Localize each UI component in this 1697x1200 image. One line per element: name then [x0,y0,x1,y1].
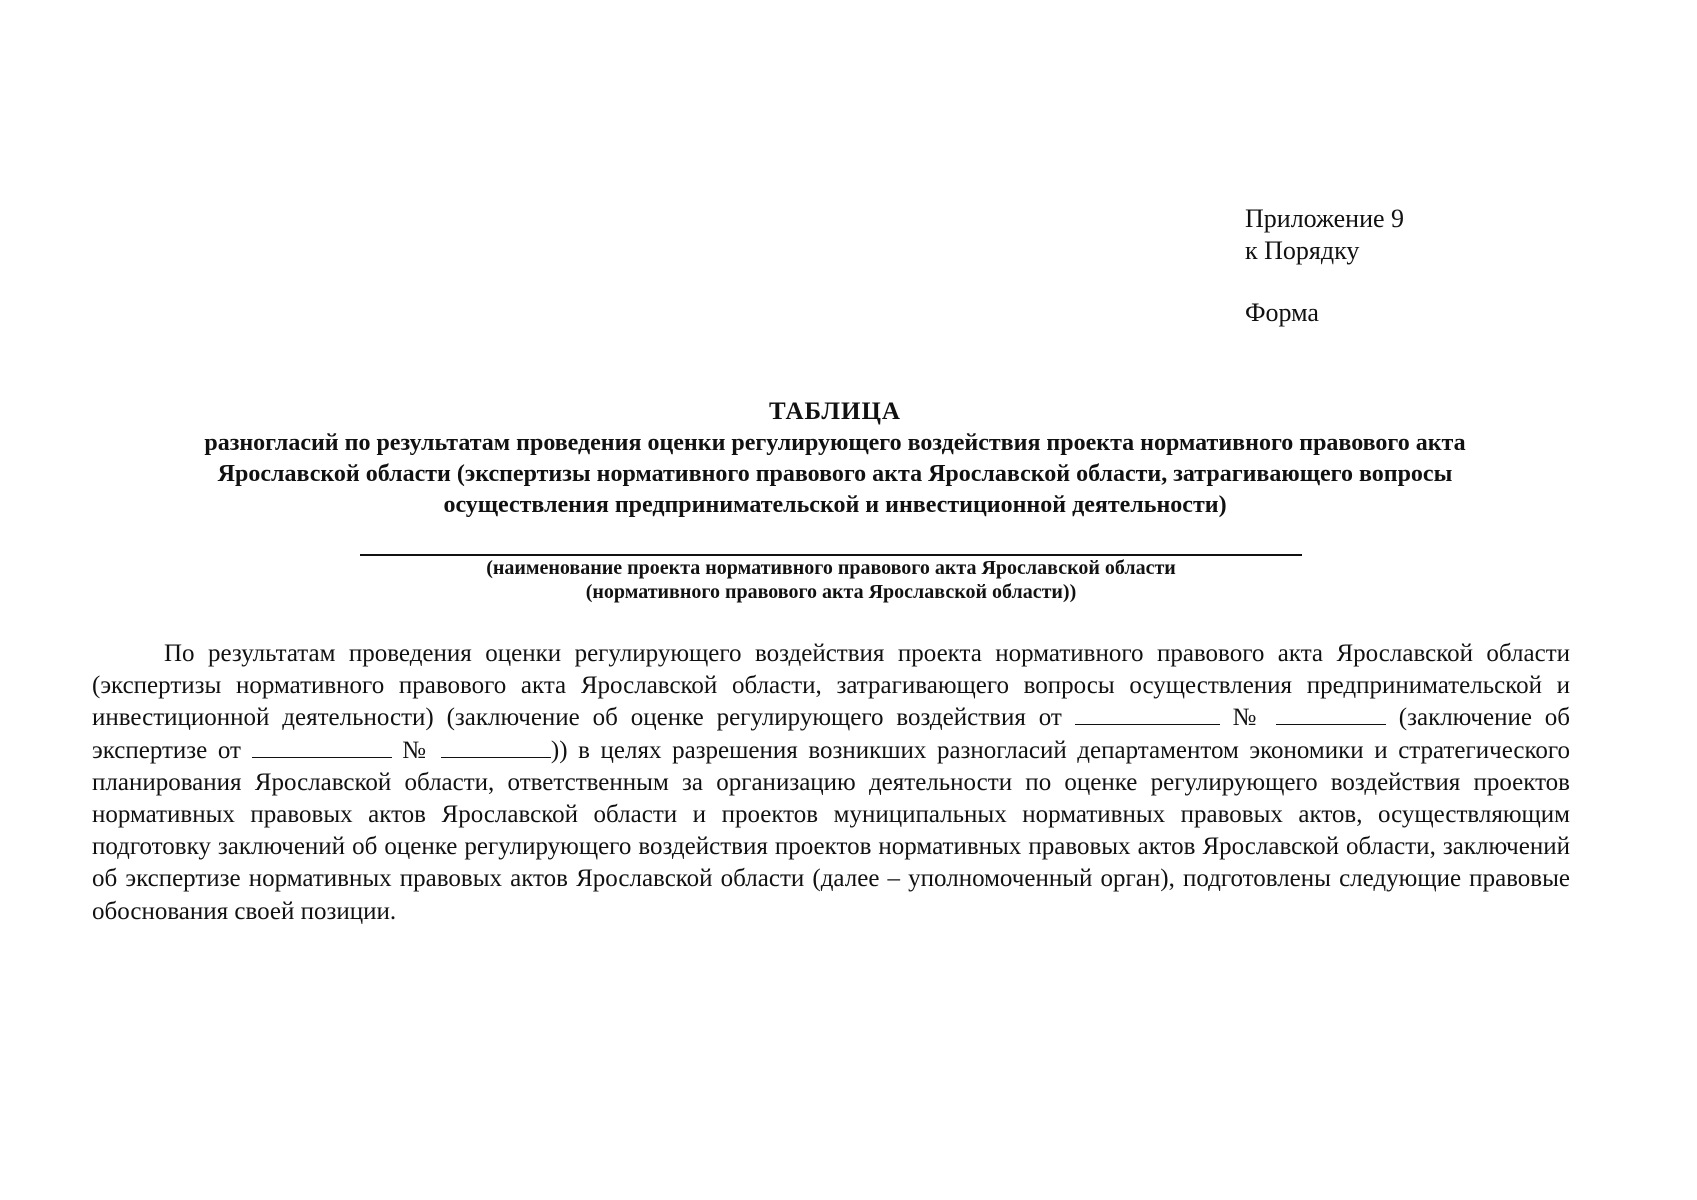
number-sign: № [1232,704,1264,732]
document-title [90,396,1580,521]
expertise-number-blank [441,737,551,758]
number-sign: № [402,736,431,764]
title-subtitle-line-3: осуществления предпринимательской и инвестиционной деятельности) [443,492,1227,518]
conclusion-number-blank [1276,704,1386,725]
form-label: Форма [1245,298,1319,327]
appendix-number: Приложение 9 [1245,204,1405,233]
caption-line-1: (наименование проекта нормативного правового акта Ярославской области [486,557,1176,579]
body-text-part-3: )) в целях разрешения возникших разногласий департаментом экономики и стратегического планирования Ярославской области, ответственным за организацию деятельности по оценке регулирующего воздействия проектов нормативных правовых актов Ярославской области и проектов муниципальных нормативных правовых актов, осуществляющим подготовку заключений об оценке регулирующего воздействия проектов нормативных правовых актов Ярославской области, заключений об экспертизе нормативных правовых актов Ярославской области (далее – уполномоченный орган), подготовлены следующие правовые обоснования своей позиции. [92,736,1571,925]
conclusion-date-blank [1075,704,1220,725]
title-subtitle-line-2: Ярославской области (экспертизы нормативного правового акта Ярославской области, затрагивающего вопросы [217,461,1453,487]
caption-line-2: (нормативного правового акта Ярославской области)) [585,581,1077,603]
title-subtitle-line-1: разногласий по результатам проведения оценки регулирующего воздействия проекта нормативного правового акта [204,430,1466,456]
body-text-part-1: По результатам проведения оценки регулирующего воздействия проекта нормативного правового акта Ярославской области (экспертизы нормативного правового акта Ярославской области, затрагивающего вопросы осуществления предпринимательской и инвестиционной деятельности) (заключение об оценке регулирующего воздействия от [92,640,1570,732]
body-paragraph [92,638,1570,928]
expertise-date-blank [252,737,392,758]
appendix-header [1245,203,1404,329]
act-name-caption [360,556,1302,604]
body-text-part-2: (заключение об экспертизе от [92,704,1571,764]
appendix-reference: к Порядку [1245,236,1360,265]
title-main: ТАБЛИЦА [769,398,901,425]
